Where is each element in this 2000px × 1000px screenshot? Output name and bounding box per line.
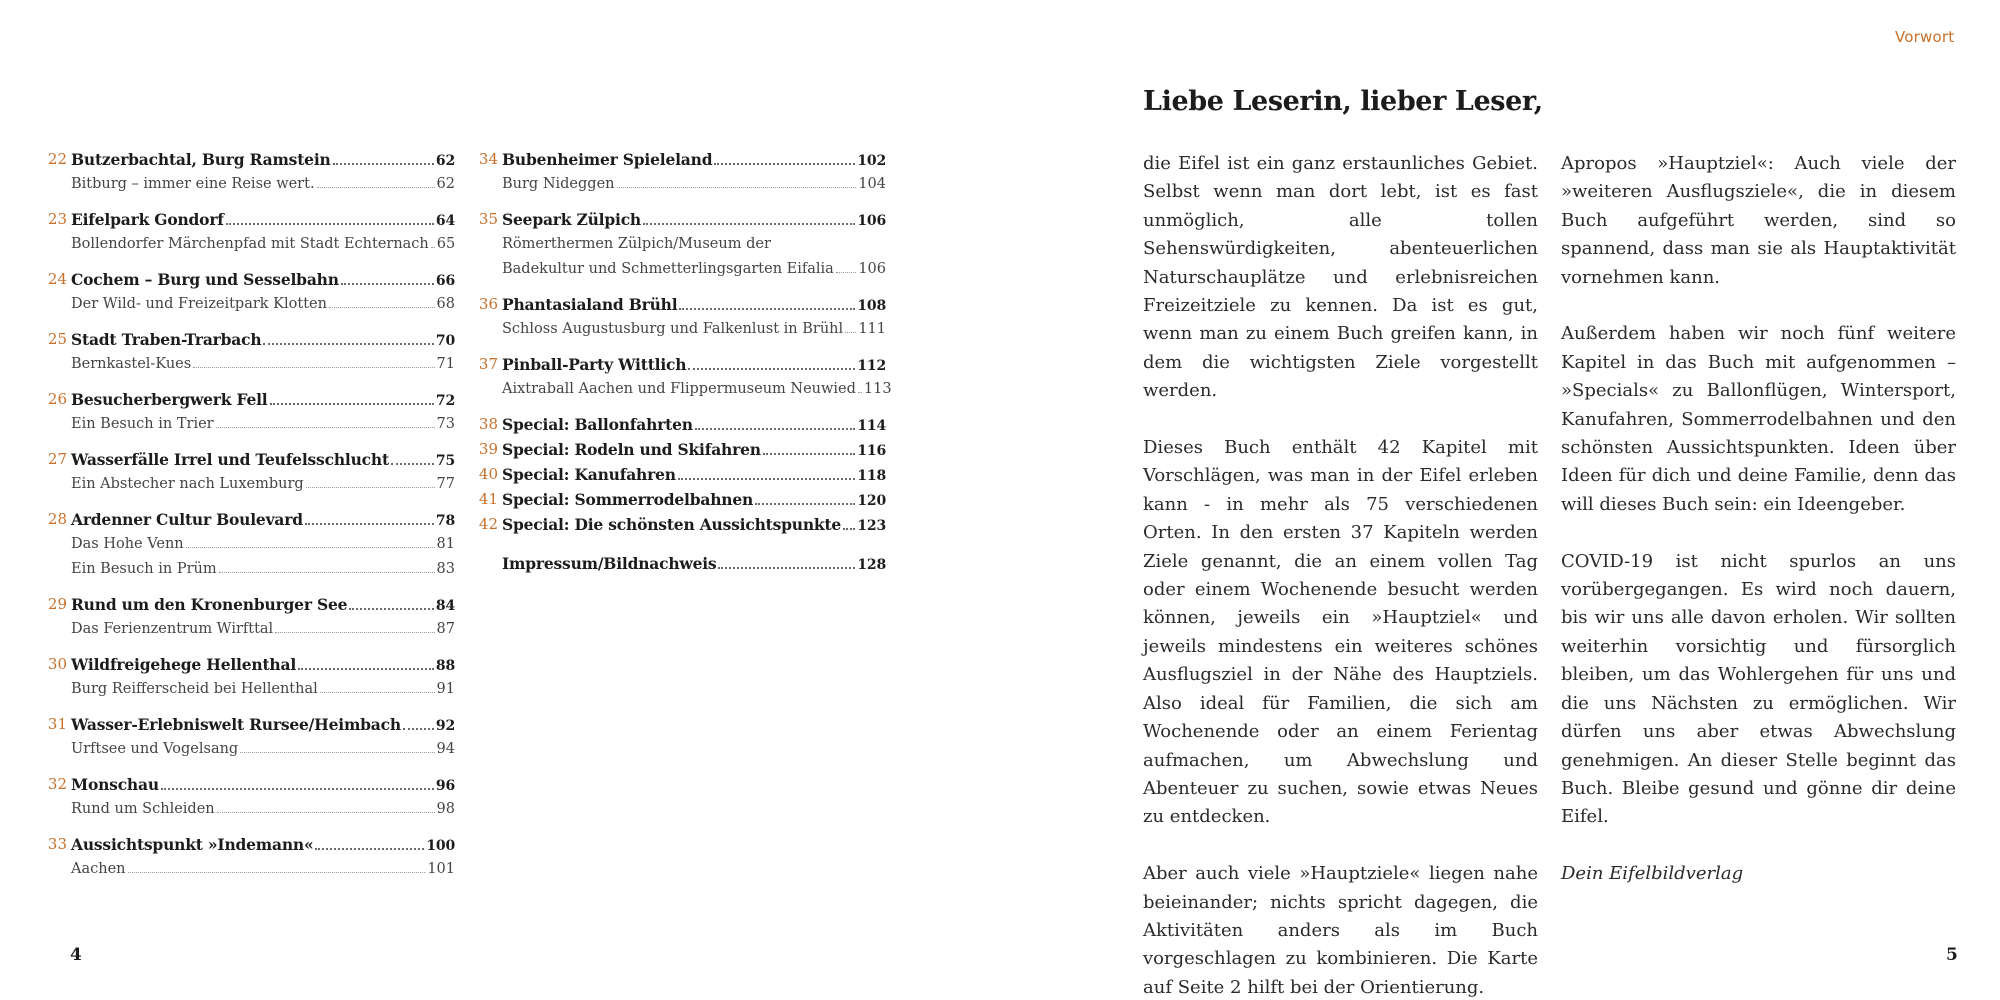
toc-subentry [47,557,455,582]
chapter-number: 26 [47,390,67,408]
toc-entry-body [502,232,886,257]
toc-page-number: 92 [435,718,455,734]
toc-subentry [47,472,455,497]
toc-entry-body [71,147,455,174]
dot-leader [317,187,435,188]
toc-entry-body [71,857,455,882]
toc-group [47,147,455,197]
toc-entry [47,447,455,472]
chapter-number: 31 [47,715,67,733]
dot-leader [333,163,434,165]
dot-leader [679,308,855,310]
chapter-number: 38 [478,415,498,433]
toc-page-number: 87 [436,621,455,637]
chapter-number: 29 [47,595,67,613]
toc-subentry [47,232,455,257]
dot-leader [845,332,856,333]
toc-title: Rund um Schleiden [71,801,215,817]
toc-title: Stadt Traben-Trarbach [71,330,262,349]
chapter-number: 37 [478,355,498,373]
dot-leader [617,187,857,188]
text-column-left [1143,150,1538,1000]
toc-title: Römerthermen Zülpich/Museum der [502,236,771,252]
toc-page-number: 114 [857,418,886,434]
toc-subentry [47,617,455,642]
toc-page-number: 104 [858,176,886,192]
toc-page-number: 84 [435,598,455,614]
page-number-left: 4 [70,945,82,965]
toc-subentry [478,172,886,197]
toc-page-number: 120 [857,493,886,509]
toc-title: Special: Kanufahren [502,465,676,484]
toc-entry-body [71,532,455,557]
toc-entry-body [71,267,455,294]
toc-impressum [478,551,886,576]
toc-entry-body [71,592,455,619]
toc-title: Phantasialand Brühl [502,295,678,314]
toc-entry-body [71,207,455,234]
toc-page-number: 62 [435,153,455,169]
toc-entry-body [502,292,886,319]
toc-page-number: 81 [436,536,455,552]
toc-title: Bubenheimer Spieleland [502,150,713,169]
toc-page-number: 72 [435,393,455,409]
chapter-number: 24 [47,270,67,288]
dot-leader [320,692,435,693]
chapter-number: 39 [478,440,498,458]
toc-entry [47,652,455,677]
toc-page-number: 108 [857,298,886,314]
dot-leader [186,547,435,548]
dot-leader [315,848,424,850]
paragraph: Außerdem haben wir noch fünf weitere Kapitel in das Buch mit aufgenommen – »Specials« zu Ballonflügen, Wintersport, Kanufahren, Sommerrodelbahnen und den schönsten Aussichtspunkten. Ideen über Ideen für dich und deine Familie, denn das will dieses Buch sein: ein Ideengeber. [1561,323,1956,515]
chapter-number: 35 [478,210,498,228]
toc-title: Aixtraball Aachen und Flippermuseum Neuwied [502,381,856,397]
toc-page-number: 96 [435,778,455,794]
dot-leader [306,487,435,488]
chapter-number: 42 [478,515,498,533]
toc-title: Ein Besuch in Trier [71,416,214,432]
toc-title: Aussichtspunkt »Indemann« [71,835,314,854]
toc-group [47,207,455,257]
toc-title: Ardenner Cultur Boulevard [71,510,303,529]
toc-entry-body [71,172,455,197]
toc-entry-body [502,172,886,197]
toc-page-number: 77 [436,476,455,492]
dot-leader [305,523,434,525]
specials-list [478,412,886,537]
toc-group [47,712,455,762]
toc-entry-body [71,387,455,414]
chapter-number: 41 [478,490,498,508]
toc-page-number: 98 [436,801,455,817]
dot-leader [643,223,855,225]
toc-entry-body [502,487,886,514]
dot-leader [275,632,434,633]
toc-entry-body [502,147,886,174]
toc-page-number: 102 [857,153,886,169]
dot-leader [263,343,433,345]
toc-entry-body [71,557,455,582]
toc-entry-body [71,292,455,317]
toc-entry [47,772,455,797]
chapter-number: 27 [47,450,67,468]
toc-entry-body [502,207,886,234]
toc-page-number: 71 [436,356,455,372]
toc-page-number: 62 [436,176,455,192]
toc-title: Butzerbachtal, Burg Ramstein [71,150,331,169]
toc-group [478,292,886,342]
toc-title: Wasser-Erlebniswelt Rursee/Heimbach [71,715,401,734]
toc-subentry [47,797,455,822]
page-heading: Liebe Leserin, lieber Leser, [1143,86,1543,117]
toc-title: Badekultur und Schmetterlingsgarten Eifalia [502,261,834,277]
toc-entry-body [71,412,455,437]
toc-title: Bollendorfer Märchenpfad mit Stadt Echternach [71,236,429,252]
toc-entry-body [71,772,455,799]
dot-leader [763,453,856,455]
chapter-number: 33 [47,835,67,853]
dot-leader [858,392,862,393]
toc-entry-body [502,462,886,489]
toc-entry-body [502,257,886,282]
toc-page-number: 118 [857,468,886,484]
toc-title: Burg Reifferscheid bei Hellenthal [71,681,318,697]
toc-title: Special: Sommerrodelbahnen [502,490,754,509]
dot-leader [128,872,426,873]
toc-title: Impressum/Bildnachweis [502,554,717,573]
spacer [478,537,886,551]
toc-title: Special: Die schönsten Aussichtspunkte [502,515,842,534]
toc-column-left [47,147,455,892]
text-column-right [1561,150,1956,889]
section-label: Vorwort [1895,28,1955,46]
toc-page-number: 106 [858,261,886,277]
toc-entry [47,712,455,737]
toc-title: Der Wild- und Freizeitpark Klotten [71,296,327,312]
chapter-number: 23 [47,210,67,228]
toc-entry-body [502,512,886,539]
toc-entry-body [71,327,455,354]
toc-group [47,652,455,702]
toc-subentry [478,377,892,402]
toc-page-number: 91 [436,681,455,697]
toc-title: Urftsee und Vogelsang [71,741,239,757]
toc-page-number: 113 [863,381,892,397]
toc-subentry [478,257,886,282]
toc-entry [478,207,886,232]
toc-entry-body [502,352,886,379]
dot-leader [329,307,435,308]
toc-entry-body [71,447,455,474]
toc-entry-body [71,737,455,762]
toc-page-number: 101 [427,861,455,877]
toc-subentry [47,532,455,557]
toc-group [47,507,455,582]
toc-subentry [47,677,455,702]
toc-title: Seepark Zülpich [502,210,642,229]
toc-group [478,147,886,197]
toc-title: Special: Ballonfahrten [502,415,693,434]
toc-page-number: 106 [857,213,886,229]
dot-leader [836,272,857,273]
toc-entry-body [71,352,455,377]
toc-title: Rund um den Kronenburger See [71,595,348,614]
toc-title: Das Hohe Venn [71,536,184,552]
toc-entry-body [71,712,455,739]
toc-subentry [47,172,455,197]
toc-entry-body [71,652,455,679]
dot-leader [678,478,856,480]
toc-title: Ein Abstecher nach Luxemburg [71,476,304,492]
toc-page-number: 88 [435,658,455,674]
toc-title: Schloss Augustusburg und Falkenlust in Brühl [502,321,844,337]
toc-title: Cochem – Burg und Sesselbahn [71,270,339,289]
toc-entry [47,507,455,532]
chapter-number: 25 [47,330,67,348]
toc-entry-body [71,797,455,822]
paragraph: Aber auch viele »Hauptziele« liegen nahe beieinander; nichts spricht dagegen, die Aktivitäten anders als im Buch vorgeschlagen zu kombinieren. Die Karte auf Seite 2 hilft bei der Orientierung. [1143,863,1538,998]
toc-title: Burg Nideggen [502,176,615,192]
toc-entry [478,292,886,317]
dot-leader [161,788,434,790]
toc-group [47,832,455,882]
toc-page-number: 94 [436,741,455,757]
toc-entry-body [502,551,886,578]
toc-page-number: 112 [857,358,886,374]
signature: Dein Eifelbildverlag [1561,863,1744,885]
toc-entry-body [502,317,886,342]
chapter-number: 32 [47,775,67,793]
toc-entry [47,832,455,857]
dot-leader [193,367,434,368]
toc-page-number: 70 [435,333,455,349]
toc-entry [478,147,886,172]
dot-leader [349,608,434,610]
toc-title: Bitburg – immer eine Reise wert. [71,176,315,192]
toc-entry [47,147,455,172]
dot-leader [718,567,855,569]
paragraph: Dieses Buch enthält 42 Kapitel mit Vorschlägen, was man in der Eifel erleben kann - in mehr als 75 verschiedenen Orten. In den ersten 37 Kapiteln werden Ziele genannt, die an einem vollen Tag oder einem Wochenende besucht werden können, jeweils ein »Hauptziel« und jeweils mindestens ein weiteres schönes Ausflugsziel in der Nähe des Hauptziels. Also ideal für Familien, die sich am Wochenende oder an einem Ferientag aufmachen, um Abwechslung und Abenteuer zu suchen, sowie etwas Neues zu entdecken. [1143,437,1538,828]
toc-title: Aachen [71,861,126,877]
toc-page-number: 66 [435,273,455,289]
toc-page-number: 68 [436,296,455,312]
toc-entry [478,352,886,377]
toc-entry [47,327,455,352]
paragraph: die Eifel ist ein ganz erstaunliches Gebiet. Selbst wenn man dort lebt, ist es fast unmöglich, alle tollen Sehenswürdigkeiten, abenteuerlichen Naturschauplätze und erlebnisreichen Freizeitziele zu kennen. Da ist es gut, wenn man zu einem Buch greifen kann, in dem die wichtigsten Ziele vorgestellt werden. [1143,153,1538,402]
toc-page-number: 65 [436,236,456,252]
chapter-number: 36 [478,295,498,313]
toc-entry [478,487,886,512]
dot-leader [755,503,855,505]
dot-leader [688,368,855,370]
dot-leader [403,728,434,730]
toc-subentry [47,857,455,882]
toc-subentry [47,352,455,377]
toc-entry [47,592,455,617]
toc-group [47,327,455,377]
toc-subentry [47,292,455,317]
dot-leader [219,572,435,573]
toc-title: Pinball-Party Wittlich [502,355,687,374]
toc-entry [478,512,886,537]
toc-title: Wildfreigehege Hellenthal [71,655,297,674]
toc-entry [478,437,886,462]
toc-page-number: 83 [436,561,455,577]
toc-title: Wasserfälle Irrel und Teufelsschlucht [71,450,389,469]
toc-column-right [478,147,892,576]
dot-leader [714,163,855,165]
toc-entry [478,462,886,487]
toc-subentry [47,737,455,762]
toc-subentry [478,317,886,342]
toc-page-number: 116 [857,443,886,459]
toc-page-number: 64 [435,213,455,229]
dot-leader [226,223,434,225]
toc-entry-body [71,677,455,702]
toc-entry-body [71,507,455,534]
chapter-number: 34 [478,150,498,168]
toc-page-number: 73 [436,416,455,432]
dot-leader [216,427,435,428]
dot-leader [843,528,855,530]
toc-group [478,352,892,402]
toc-page-number: 78 [435,513,455,529]
toc-entry-body [71,472,455,497]
toc-entry-body [71,832,455,859]
toc-title: Das Ferienzentrum Wirfttal [71,621,274,637]
toc-entry [47,387,455,412]
toc-group [47,447,455,497]
toc-entry [47,207,455,232]
toc-subentry [47,412,455,437]
toc-entry-body [71,617,455,642]
toc-page-number: 111 [858,321,886,337]
dot-leader [341,283,434,285]
toc-title: Eifelpark Gondorf [71,210,224,229]
chapter-number: 40 [478,465,498,483]
toc-page-number: 128 [857,557,886,573]
toc-group [478,207,886,282]
chapter-number: 30 [47,655,67,673]
toc-title: Monschau [71,775,159,794]
chapter-number: 22 [47,150,67,168]
toc-entry [47,267,455,292]
toc-group [47,387,455,437]
toc-title: Ein Besuch in Prüm [71,561,217,577]
paragraph: COVID-19 ist nicht spurlos an uns vorübergegangen. Es wird noch dauern, bis wir uns alle davon erholen. Wir sollten weiterhin vorsichtig und fürsorglich bleiben, um das Wohlergehen für uns und die uns Nächsten zu ermöglichen. Wir dürfen uns aber etwas Abwechslung genehmigen. An dieser Stelle beginnt das Buch. Bleibe gesund und gönne dir deine Eifel. [1561,550,1956,828]
toc-group [47,772,455,822]
dot-leader [431,247,435,248]
chapter-number: 28 [47,510,67,528]
toc-entry-body [502,377,892,402]
toc-title: Bernkastel-Kues [71,356,192,372]
dot-leader [217,812,435,813]
toc-entry [478,412,886,437]
page-number-right: 5 [1946,945,1958,965]
toc-group [47,592,455,642]
toc-page-number: 123 [857,518,886,534]
dot-leader [391,463,434,465]
toc-title: Besucherbergwerk Fell [71,390,268,409]
toc-entry-body [502,437,886,464]
dot-leader [298,668,434,670]
dot-leader [270,403,434,405]
toc-entry-body [71,232,455,257]
toc-subentry [478,232,886,257]
toc-page-number: 75 [435,453,455,469]
toc-entry-body [502,412,886,439]
dot-leader [240,752,434,753]
paragraph: Apropos »Hauptziel«: Auch viele der »weiteren Ausflugsziele«, die in diesem Buch aufgeführt werden, sind so spannend, dass man sie als Hauptaktivität vornehmen kann. [1561,153,1956,288]
dot-leader [695,428,856,430]
toc-page-number: 100 [426,838,455,854]
toc-title: Special: Rodeln und Skifahren [502,440,761,459]
toc-group [47,267,455,317]
